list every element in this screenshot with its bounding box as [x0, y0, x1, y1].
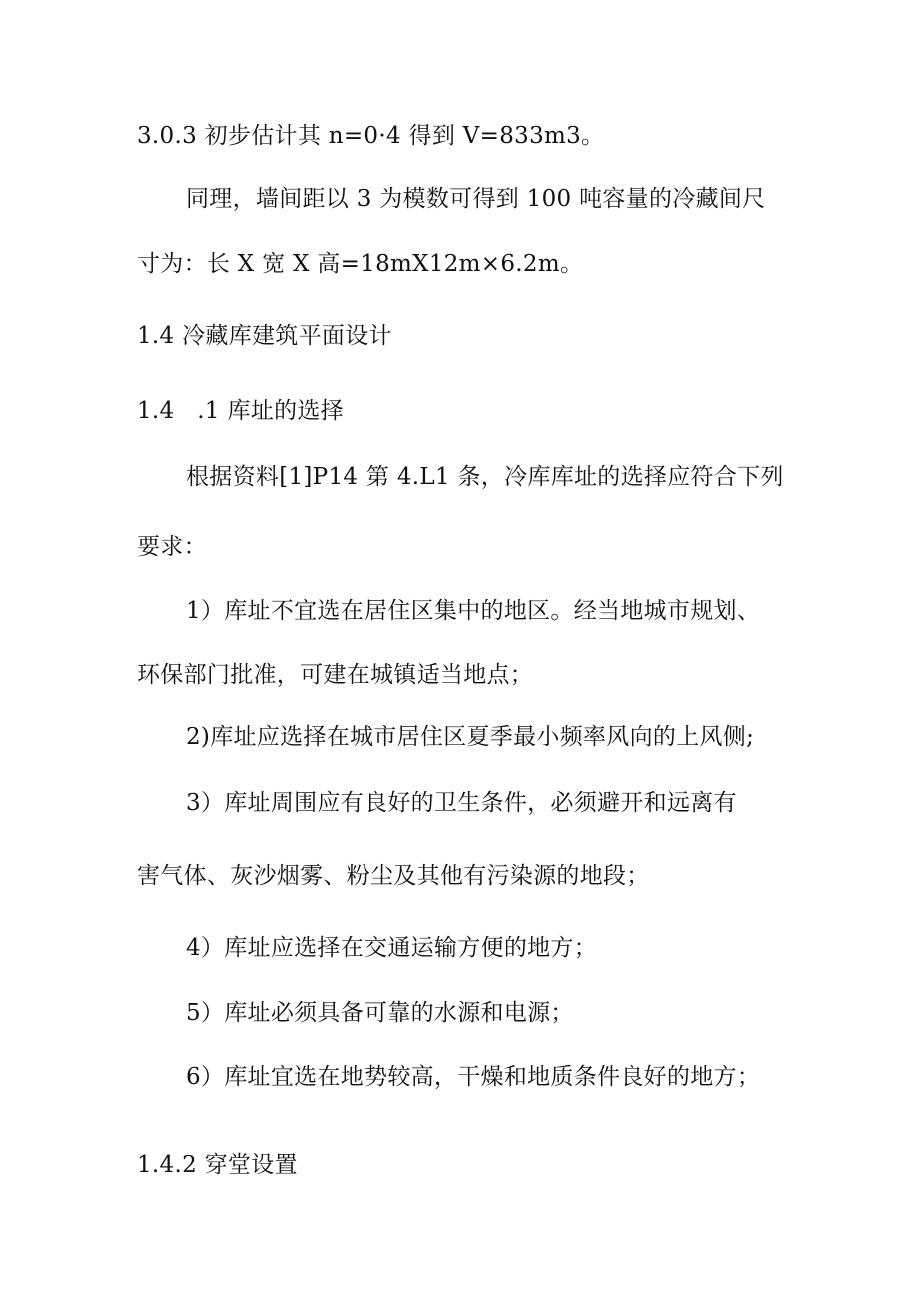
paragraph-line: 要求：: [137, 534, 207, 560]
list-item-line: 4）库址应选择在交通运输方便的地方；: [186, 935, 598, 961]
subsection-heading: 1.4.2 穿堂设置: [137, 1152, 298, 1178]
list-item-line: 害气体、灰沙烟雾、粉尘及其他有污染源的地段；: [137, 863, 650, 889]
paragraph-line: 3.0.3 初步估计其 n=0·4 得到 V=833m3。: [137, 123, 605, 149]
paragraph-line: 同理，墙间距以 3 为模数可得到 100 吨容量的冷藏间尺: [186, 186, 766, 212]
list-item-line: 环保部门批准，可建在城镇适当地点；: [137, 662, 534, 688]
paragraph-line: 寸为：长 X 宽 X 高=18mX12m×6.2m。: [137, 251, 584, 277]
subsection-heading: 1.4 .1 库址的选择: [137, 398, 344, 424]
list-item-line: 3）库址周围应有良好的卫生条件，必须避开和远离有: [186, 790, 737, 816]
list-item-line: 1）库址不宜选在居住区集中的地区。经当地城市规划、: [186, 598, 761, 624]
section-heading: 1.4 冷藏库建筑平面设计: [137, 323, 392, 349]
list-item-line: 5）库址必须具备可靠的水源和电源；: [186, 1000, 574, 1026]
paragraph-line: 根据资料[1]P14 第 4.L1 条，冷库库址的选择应符合下列: [186, 464, 784, 490]
list-item-line: 6）库址宜选在地势较高，干燥和地质条件良好的地方；: [186, 1064, 761, 1090]
list-item-line: 2)库址应选择在城市居住区夏季最小频率风向的上风侧;: [186, 724, 755, 750]
